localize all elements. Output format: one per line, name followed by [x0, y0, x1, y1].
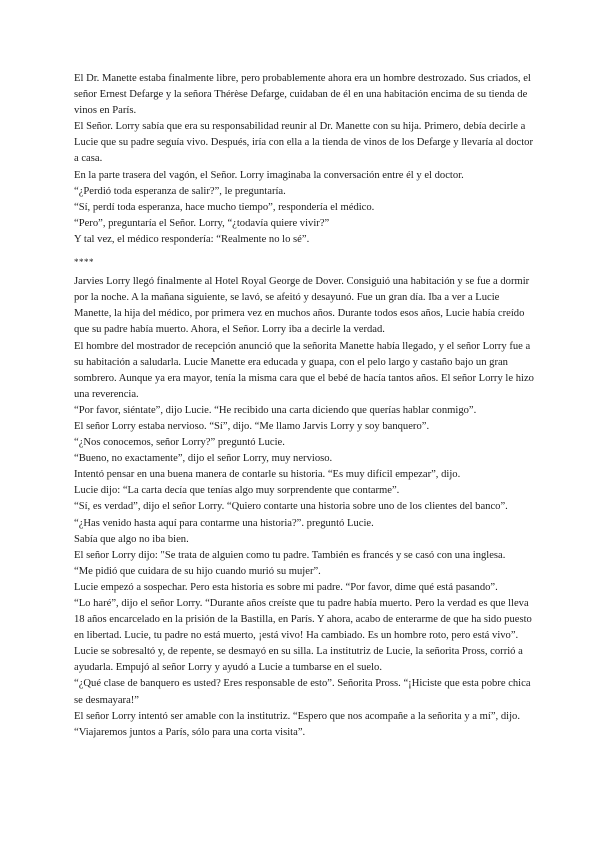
paragraph: El Dr. Manette estaba finalmente libre, pero probablemente ahora era un hombre destrozado. Sus criados, el señor Ernest Defarge y la señora Thérèse Defarge, cuidaban de él en una habitación encima de su tienda de vinos en París.: [74, 73, 531, 117]
paragraph: El señor Lorry estaba nervioso. “Sí”, dijo. “Me llamo Jarvis Lorry y soy banquero”.: [74, 420, 430, 432]
paragraph: El Señor. Lorry sabía que era su responsabilidad reunir al Dr. Manette con su hija. Primero, debía decirle a Lucie que su padre seguía vivo. Después, iría con ella a la tienda de vinos de los Defarge y llevaría al doctor a casa.: [74, 121, 533, 165]
dialogue-line: “¿Has venido hasta aquí para contarme una historia?”. preguntó Lucie.: [74, 517, 374, 529]
paragraph: En la parte trasera del vagón, el Señor. Lorry imaginaba la conversación entre él y el doctor.: [74, 169, 464, 181]
document-body: [74, 71, 536, 741]
dialogue-line: “Sí, es verdad”, dijo el señor Lorry. “Quiero contarte una historia sobre uno de los clientes del banco”.: [74, 501, 508, 513]
dialogue-line: “¿Qué clase de banquero es usted? Eres responsable de esto”. Señorita Pross. “¡Hiciste que esta pobre chica se desmayara!”: [74, 678, 531, 706]
paragraph: El señor Lorry dijo: "Se trata de alguien como tu padre. También es francés y se casó con una inglesa.: [74, 549, 506, 561]
paragraph: Intentó pensar en una buena manera de contarle su historia. “Es muy difícil empezar”, dijo.: [74, 469, 461, 481]
dialogue-line: “¿Perdió toda esperanza de salir?”, le preguntaría.: [74, 185, 286, 197]
paragraph: Lucie empezó a sospechar. Pero esta historia es sobre mi padre. “Por favor, dime qué está pasando”.: [74, 581, 498, 593]
paragraph: El hombre del mostrador de recepción anunció que la señorita Manette había llegado, y el señor Lorry fue a su habitación a saludarla. Lucie Manette era educada y guapa, con el pelo largo y castaño bajo un gran sombrero. Aunque ya era mayor, tenía la misma cara que el bebé de hacía tantos años. El señor Lorry le hizo una reverencia.: [74, 340, 534, 400]
dialogue-line: “¿Nos conocemos, señor Lorry?” preguntó Lucie.: [74, 437, 285, 449]
dialogue-line: “Bueno, no exactamente”, dijo el señor Lorry, muy nervioso.: [74, 453, 333, 465]
dialogue-line: “Por favor, siéntate”, dijo Lucie. “He recibido una carta diciendo que querías hablar conmigo”.: [74, 404, 477, 416]
paragraph: Lucie dijo: “La carta decía que tenías algo muy sorprendente que contarme”.: [74, 485, 400, 497]
paragraph: Lucie se sobresaltó y, de repente, se desmayó en su silla. La institutriz de Lucie, la señorita Pross, corrió a ayudarla. Empujó al señor Lorry y ayudó a Lucie a tumbarse en el suelo.: [74, 646, 523, 674]
paragraph: Jarvies Lorry llegó finalmente al Hotel Royal George de Dover. Consiguió una habitación y se fue a dormir por la noche. A la mañana siguiente, se lavó, se afeitó y desayunó. Fue un gran día. Iba a ver a Lucie Manette, la hija del médico, por primera vez en muchos años. Durante todos esos años, Lucie había creído que su padre había muerto. Ahora, el Señor. Lorry iba a decirle la verdad.: [74, 276, 530, 336]
section-separator: ****: [74, 257, 94, 268]
paragraph: Y tal vez, el médico respondería: “Realmente no lo sé”.: [74, 233, 310, 245]
dialogue-line: “Me pidió que cuidara de su hijo cuando murió su mujer”.: [74, 565, 321, 577]
dialogue-line: “Sí, perdí toda esperanza, hace mucho tiempo”, respondería el médico.: [74, 201, 375, 213]
paragraph: El señor Lorry intentó ser amable con la institutriz. “Espero que nos acompañe a la señorita y a mí”, dijo. “Viajaremos juntos a París, sólo para una corta visita”.: [74, 710, 520, 738]
dialogue-line: “Lo haré”, dijo el señor Lorry. “Durante años creíste que tu padre había muerto. Pero la verdad es que lleva 18 años encarcelado en la prisión de la Bastilla, en París. Y ahora, acabo de enterarme de que ha sido puesto en libertad. Lucie, tu padre no está muerto, ¡está vivo! Ha cambiado. Es un hombre roto, pero está vivo”.: [74, 598, 532, 642]
paragraph: Sabía que algo no iba bien.: [74, 533, 189, 545]
dialogue-line: “Pero”, preguntaría el Señor. Lorry, “¿todavía quiere vivir?”: [74, 217, 330, 229]
